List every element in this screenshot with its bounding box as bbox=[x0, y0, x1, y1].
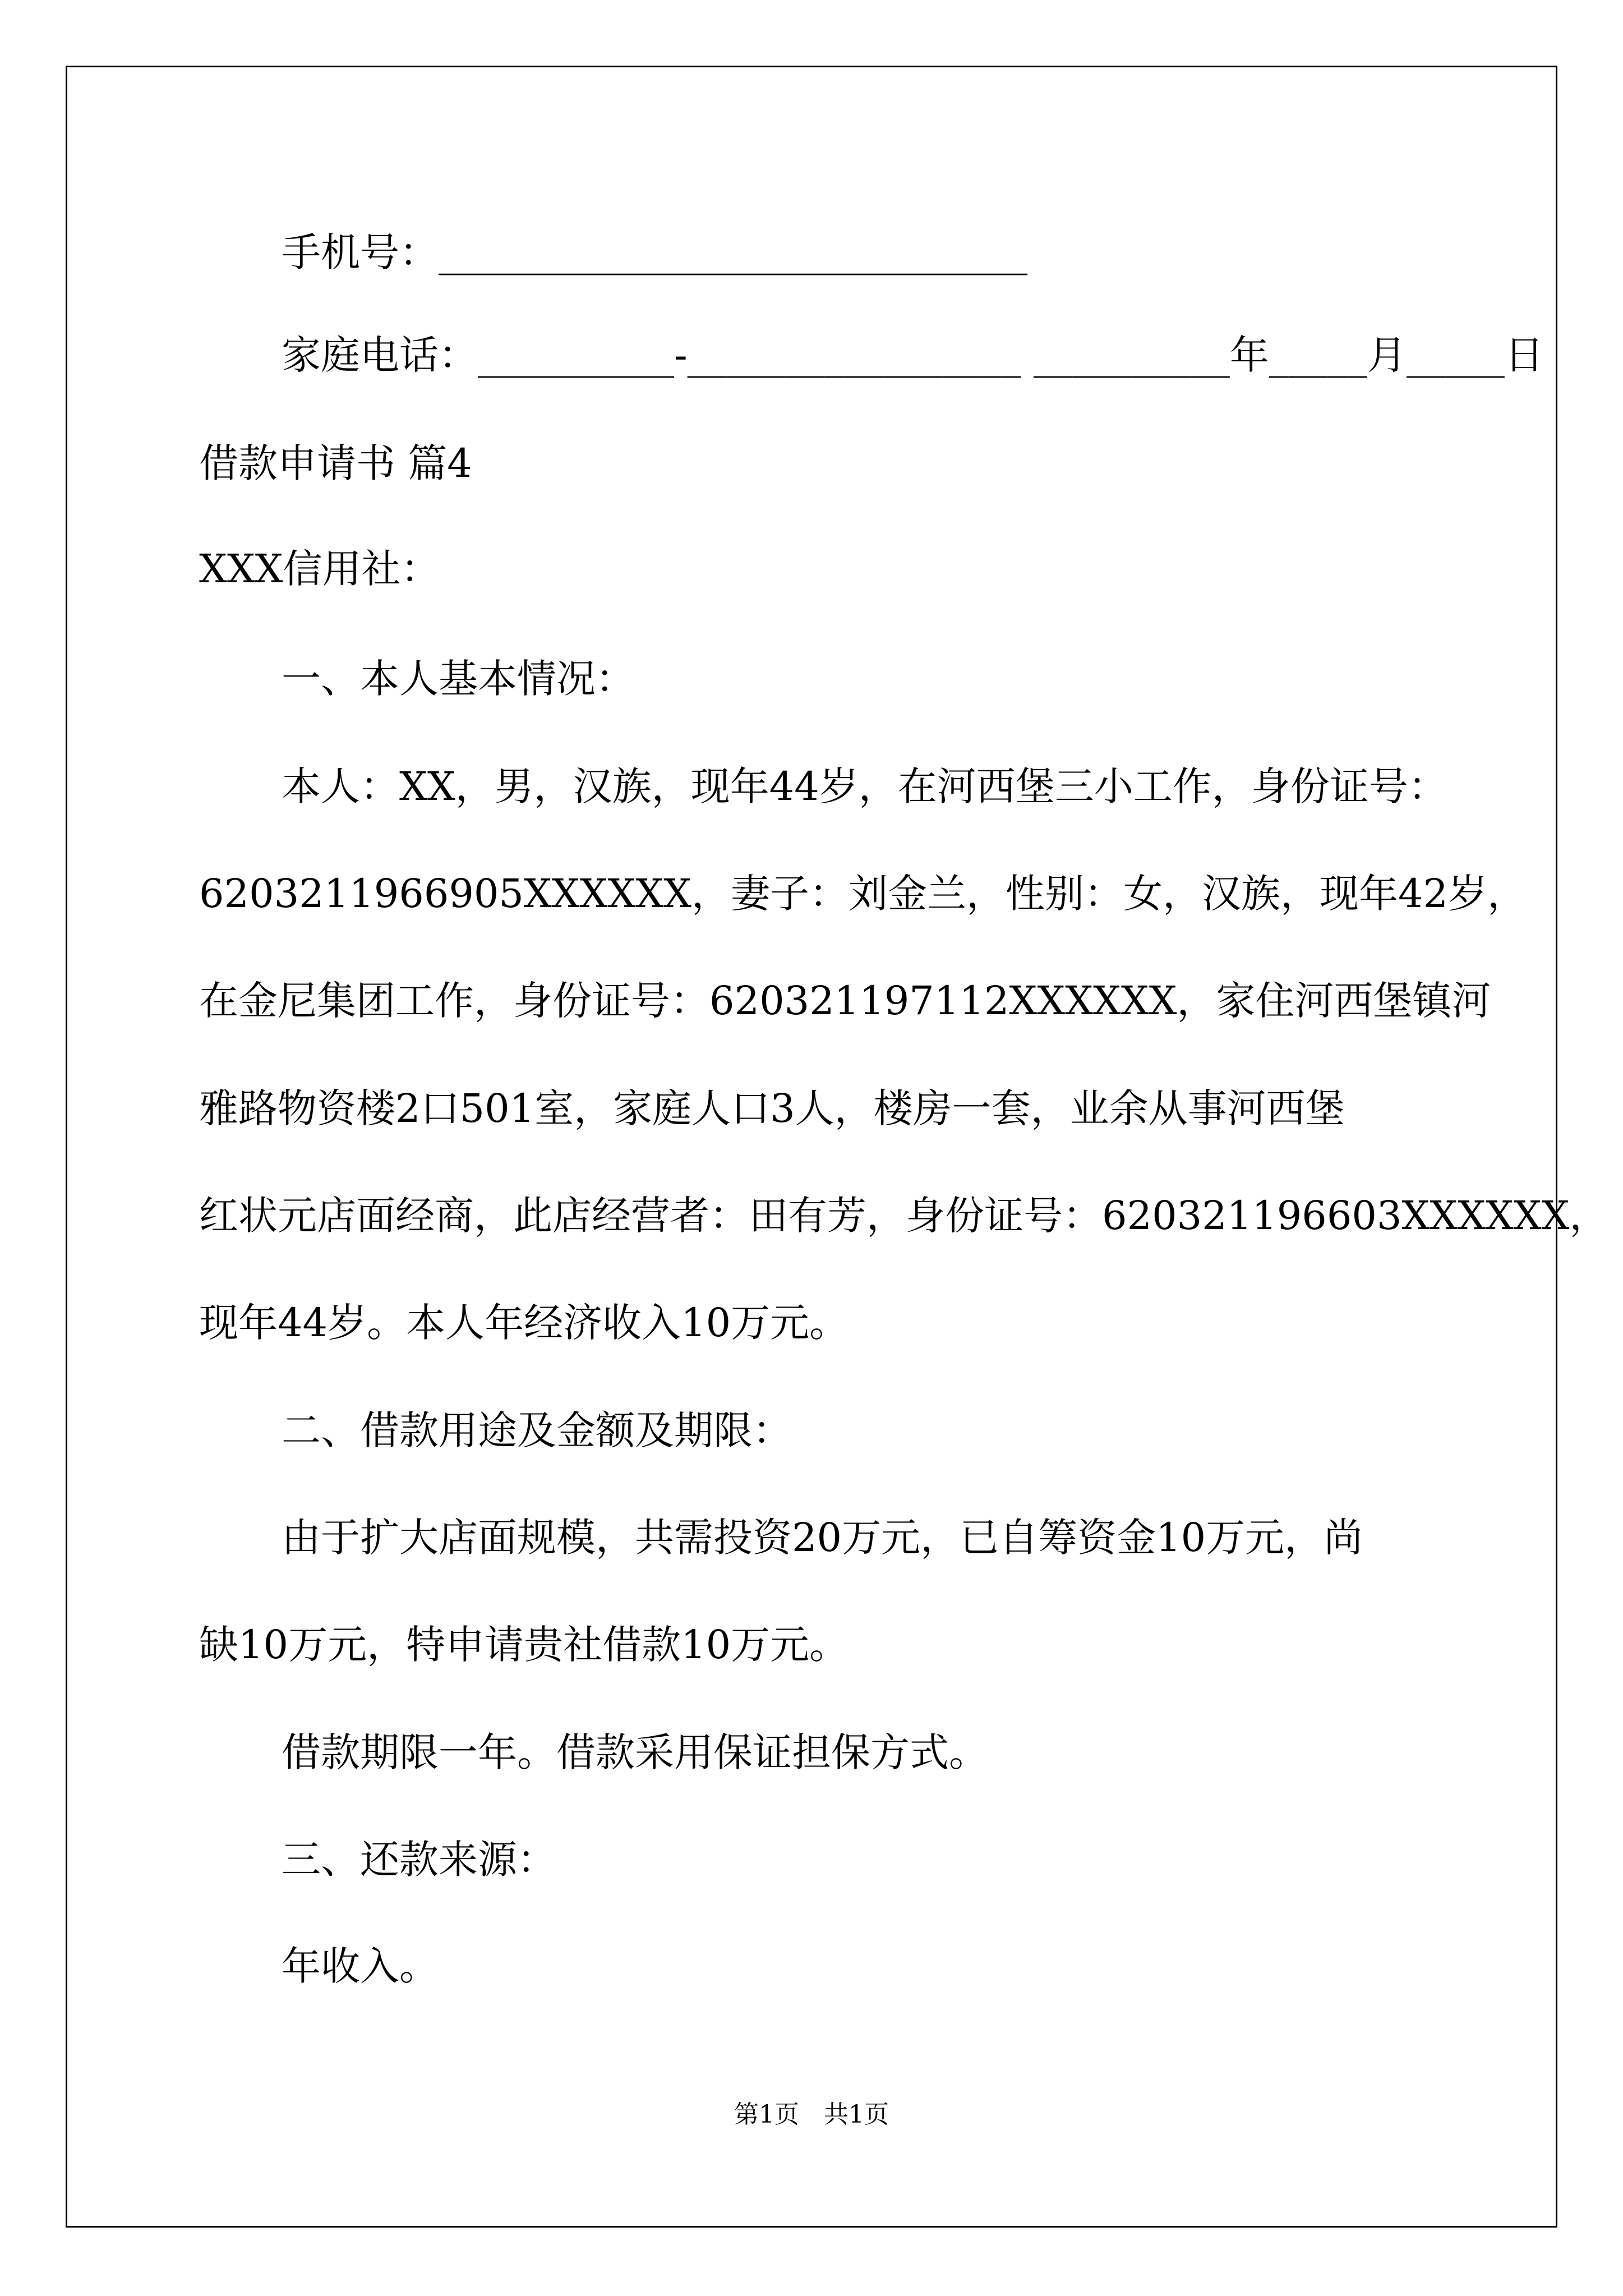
paragraph-line: 在金尼集团工作，身份证号：620321197112XXXXXX，家住河西堡镇河 bbox=[199, 978, 1491, 1024]
paragraph-line: 缺10万元，特申请贵社借款10万元。 bbox=[199, 1622, 849, 1668]
paragraph-line: 雅路物资楼2口501室，家庭人口3人，楼房一套，业余从事河西堡 bbox=[199, 1085, 1345, 1131]
home-phone-date-line: 家庭电话：__________-_________________ __________年_____月_____日 bbox=[282, 332, 1544, 378]
paragraph-line: 本人：XX，男，汉族，现年44岁，在河西堡三小工作，身份证号： bbox=[282, 763, 1447, 809]
page-border bbox=[66, 66, 1609, 2228]
section-heading: 借款申请书 篇4 bbox=[199, 440, 472, 486]
addressee: XXX信用社： bbox=[199, 546, 440, 592]
paragraph-line: 现年44岁。本人年经济收入10万元。 bbox=[199, 1300, 849, 1346]
page-footer: 第1页 共1页 bbox=[734, 2100, 889, 2129]
paragraph-line: 借款期限一年。借款采用保证担保方式。 bbox=[282, 1729, 988, 1775]
heading-repayment-source: 三、还款来源： bbox=[282, 1837, 556, 1883]
heading-basic-info: 一、本人基本情况： bbox=[282, 656, 635, 702]
heading-loan-purpose: 二、借款用途及金额及期限： bbox=[282, 1407, 792, 1453]
paragraph-line: 由于扩大店面规模，共需投资20万元，已自筹资金10万元，尚 bbox=[282, 1515, 1363, 1561]
paragraph-line: 红状元店面经商，此店经营者：田有芳，身份证号：620321196603XXXXXX， bbox=[199, 1193, 1609, 1239]
paragraph-line: 6203211966905XXXXXX，妻子：刘金兰，性别：女，汉族，现年42岁， bbox=[199, 871, 1527, 917]
phone-number-line: 手机号：______________________________ bbox=[282, 229, 1027, 275]
paragraph-line: 年收入。 bbox=[282, 1943, 439, 1989]
